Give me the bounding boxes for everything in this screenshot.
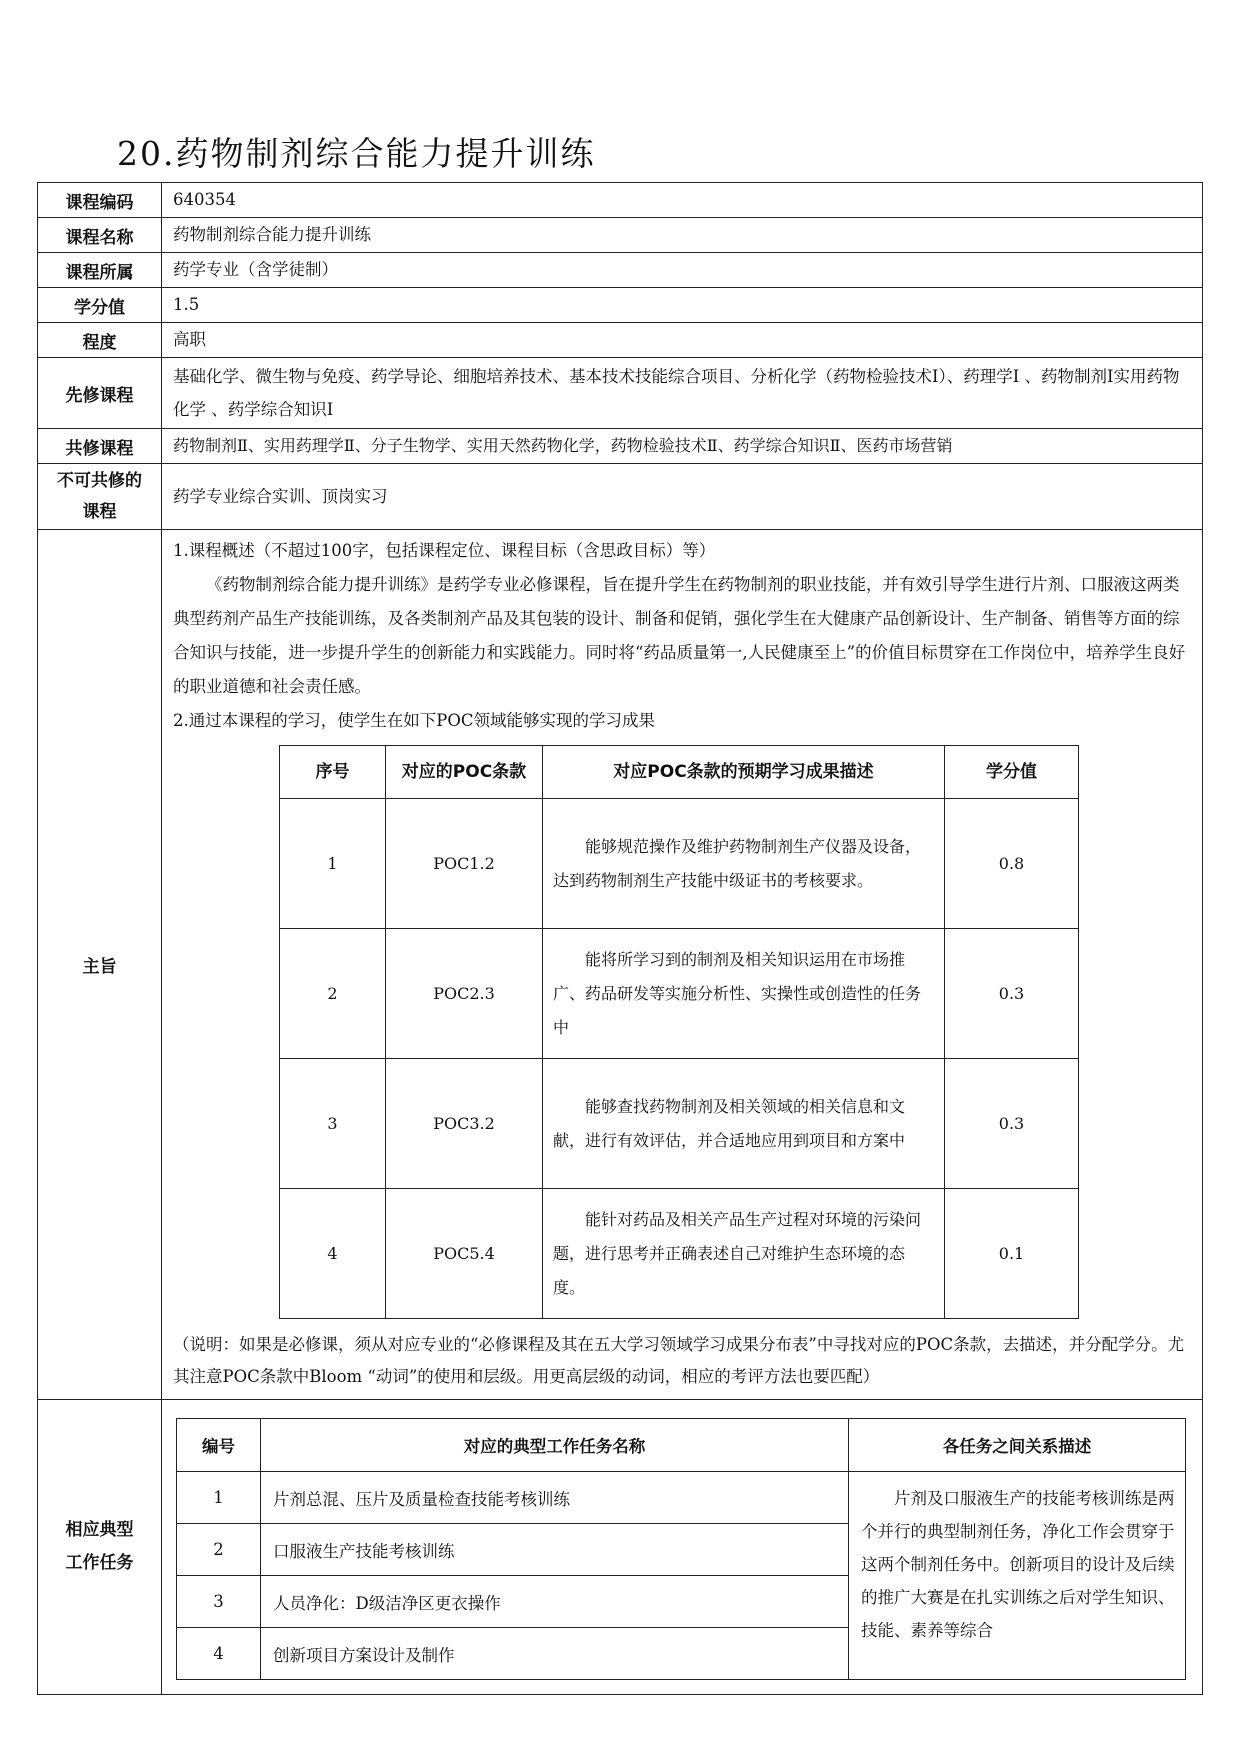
poc-desc-text: 能将所学习到的制剂及相关知识运用在市场推广、药品研发等实施分析性、实操性或创造性的任务中	[553, 949, 922, 1037]
label-credit: 学分值	[38, 288, 162, 323]
task-header-no: 编号	[177, 1419, 261, 1472]
poc-no: 2	[280, 929, 386, 1059]
poc-desc-text: 能针对药品及相关产品生产过程对环境的污染问题，进行思考并正确表述自己对维护生态环境的态度。	[553, 1209, 922, 1297]
poc-row	[280, 1059, 1079, 1189]
task-header-row	[177, 1419, 1186, 1472]
note-text: （说明：如果是必修课，须从对应专业的“必修课程及其在五大学习领域学习成果分布表”中寻找对应的POC条款，去描述，并分配学分。尤其注意POC条款中Bloom “动词”的使用和层级。用更高层级的动词，相应的考评方法也要匹配）	[173, 1335, 1185, 1386]
poc-table	[279, 745, 1079, 1319]
label-tasks	[38, 1400, 162, 1695]
poc-credit: 0.3	[945, 1059, 1079, 1189]
task-name: 口服液生产技能考核训练	[261, 1524, 849, 1576]
label-course-code: 课程编码	[38, 183, 162, 218]
task-no: 4	[177, 1628, 261, 1680]
row-level	[38, 323, 1203, 358]
poc-no: 1	[280, 799, 386, 929]
task-relation	[849, 1472, 1186, 1680]
poc-desc-text: 能够查找药物制剂及相关领域的相关信息和文献，进行有效评估，并合适地应用到项目和方案中	[553, 1096, 906, 1150]
label-level: 程度	[38, 323, 162, 358]
poc-code: POC3.2	[386, 1059, 543, 1189]
tasks-content	[162, 1400, 1203, 1695]
poc-no: 4	[280, 1189, 386, 1319]
outcome-heading: 2.通过本课程的学习，使学生在如下POC领域能够实现的学习成果	[173, 711, 655, 730]
poc-header-credit: 学分值	[945, 746, 1079, 799]
row-course-code	[38, 183, 1203, 218]
poc-credit: 0.3	[945, 929, 1079, 1059]
value-course-code: 640354	[162, 183, 1203, 218]
task-table	[176, 1418, 1186, 1680]
poc-header-desc: 对应POC条款的预期学习成果描述	[543, 746, 945, 799]
label-no-coreq-line2: 课程	[82, 501, 117, 522]
overview-text: 《药物制剂综合能力提升训练》是药学专业必修课程，旨在提升学生在药物制剂的职业技能，并有效引导学生进行片剂、口服液这两类典型药剂产品生产技能训练，及各类制剂产品及其包装的设计、制备和促销，强化学生在大健康产品创新设计、生产制备、销售等方面的综合知识与技能，进一步提升学生的创新能力和实践能力。同时将“药品质量第一,人民健康至上”的价值目标贯穿在工作岗位中，培养学生良好的职业道德和社会责任感。	[173, 575, 1186, 696]
poc-desc	[543, 1059, 945, 1189]
task-relation-text: 片剂及口服液生产的技能考核训练是两个并行的典型制剂任务，净化工作会贯穿于这两个制剂任务中。创新项目的设计及后续的推广大赛是在扎实训练之后对学生知识、技能、素养等综合	[861, 1489, 1175, 1640]
poc-header-row	[280, 746, 1079, 799]
poc-row	[280, 799, 1079, 929]
value-no-coreq: 药学专业综合实训、顶岗实习	[162, 464, 1203, 530]
task-no: 2	[177, 1524, 261, 1576]
row-purpose	[38, 530, 1203, 1400]
row-tasks	[38, 1400, 1203, 1695]
label-coreq: 共修课程	[38, 429, 162, 464]
label-course-belong: 课程所属	[38, 253, 162, 288]
value-credit: 1.5	[162, 288, 1203, 323]
row-credit	[38, 288, 1203, 323]
poc-code: POC2.3	[386, 929, 543, 1059]
row-prereq	[38, 358, 1203, 429]
label-purpose: 主旨	[38, 530, 162, 1400]
value-prereq: 基础化学、微生物与免疫、药学导论、细胞培养技术、基本技术技能综合项目、分析化学（药物检验技术Ⅰ）、药理学Ⅰ 、药物制剂Ⅰ实用药物化学 、药学综合知识Ⅰ	[162, 358, 1203, 429]
label-prereq: 先修课程	[38, 358, 162, 429]
poc-credit: 0.8	[945, 799, 1079, 929]
poc-code: POC5.4	[386, 1189, 543, 1319]
value-level: 高职	[162, 323, 1203, 358]
overview-heading: 1.课程概述（不超过100字，包括课程定位、课程目标（含思政目标）等）	[173, 541, 716, 560]
page-title: 20.药物制剂综合能力提升训练	[117, 134, 596, 173]
poc-desc	[543, 929, 945, 1059]
course-info-table	[37, 182, 1203, 1695]
value-course-belong: 药学专业（含学徒制）	[162, 253, 1203, 288]
task-header-name: 对应的典型工作任务名称	[261, 1419, 849, 1472]
label-tasks-line1: 相应典型	[65, 1520, 134, 1540]
poc-desc-text: 能够规范操作及维护药物制剂生产仪器及设备，达到药物制剂生产技能中级证书的考核要求。	[553, 836, 922, 890]
poc-code: POC1.2	[386, 799, 543, 929]
poc-desc	[543, 1189, 945, 1319]
task-no: 1	[177, 1472, 261, 1524]
label-no-coreq	[38, 464, 162, 530]
row-course-belong	[38, 253, 1203, 288]
task-header-relation: 各任务之间关系描述	[849, 1419, 1186, 1472]
task-name: 创新项目方案设计及制作	[261, 1628, 849, 1680]
value-coreq: 药物制剂Ⅱ、实用药理学Ⅱ、分子生物学、实用天然药物化学，药物检验技术Ⅱ、药学综合知识Ⅱ、医药市场营销	[162, 429, 1203, 464]
poc-row	[280, 929, 1079, 1059]
poc-header-no: 序号	[280, 746, 386, 799]
poc-no: 3	[280, 1059, 386, 1189]
task-name: 人员净化：D级洁净区更衣操作	[261, 1576, 849, 1628]
purpose-content	[162, 530, 1203, 1400]
task-name: 片剂总混、压片及质量检查技能考核训练	[261, 1472, 849, 1524]
row-no-coreq	[38, 464, 1203, 530]
label-course-name: 课程名称	[38, 218, 162, 253]
row-course-name	[38, 218, 1203, 253]
poc-header-poc: 对应的POC条款	[386, 746, 543, 799]
label-no-coreq-line1: 不可共修的	[57, 470, 142, 491]
label-tasks-line2: 工作任务	[65, 1553, 134, 1573]
poc-desc	[543, 799, 945, 929]
task-row	[177, 1472, 1186, 1524]
poc-credit: 0.1	[945, 1189, 1079, 1319]
task-no: 3	[177, 1576, 261, 1628]
row-coreq	[38, 429, 1203, 464]
poc-row	[280, 1189, 1079, 1319]
value-course-name: 药物制剂综合能力提升训练	[162, 218, 1203, 253]
